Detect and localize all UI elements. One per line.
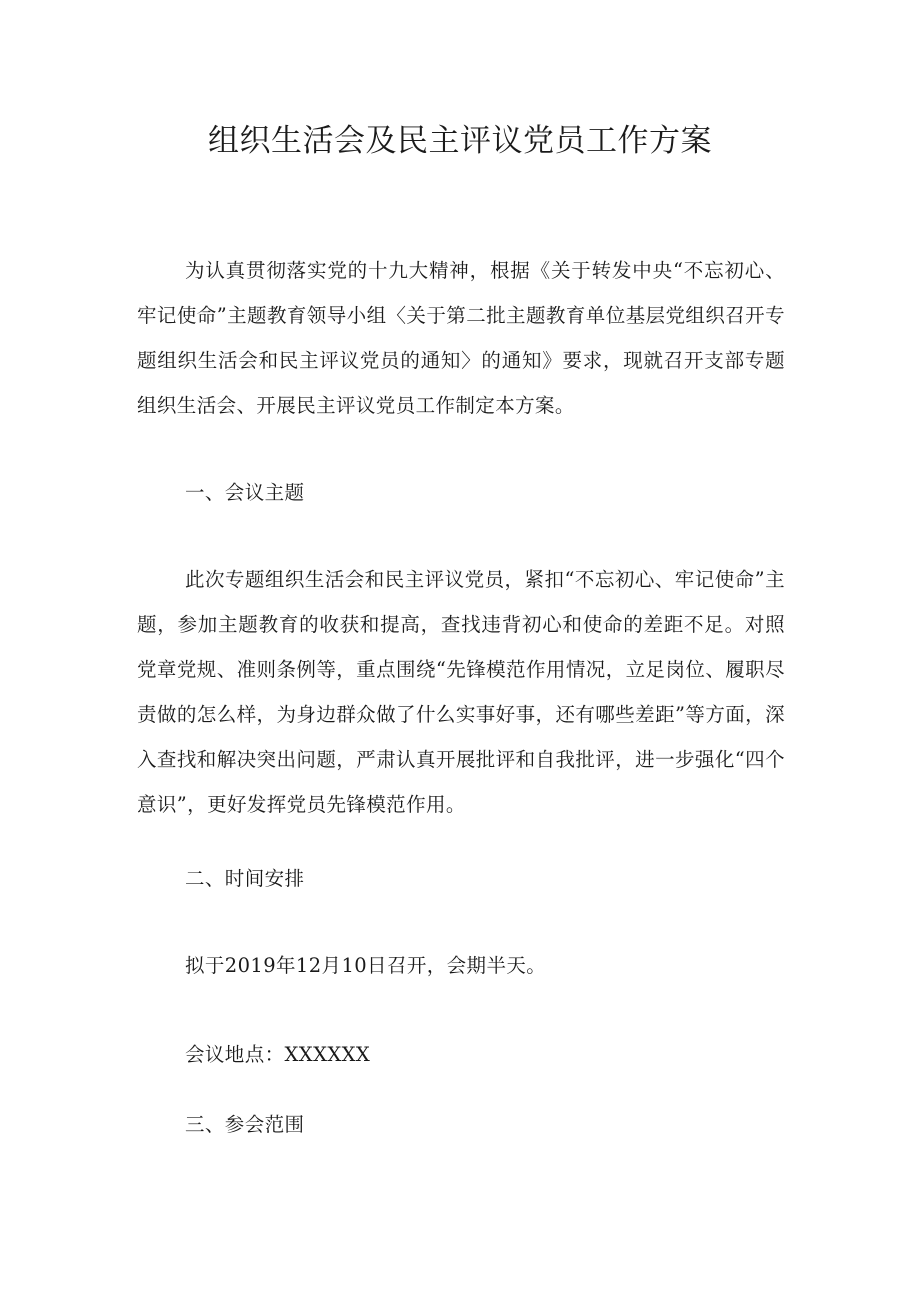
section-heading-theme: 一、会议主题	[185, 481, 305, 504]
document-title: 组织生活会及民主评议党员工作方案	[208, 123, 712, 159]
meeting-location-text: 会议地点：XXXXXX	[185, 1043, 371, 1066]
schedule-time-text: 拟于2019年12月10日召开，会期半天。	[185, 954, 547, 977]
section-heading-schedule: 二、时间安排	[185, 867, 305, 890]
theme-paragraph: 此次专题组织生活会和民主评议党员，紧扣“不忘初心、牢记使命”主题，参加主题教育的收获和提高，查找违背初心和使命的差距不足。对照党章党规、准则条例等，重点围绕“先锋模范作用情况，立足岗位、履职尽责做的怎么样，为身边群众做了什么实事好事，还有哪些差距”等方面，深入查找和解决突出问题，严肃认真开展批评和自我批评，进一步强化“四个意识”，更好发挥党员先锋模范作用。	[137, 568, 785, 816]
section-heading-attendees: 三、参会范围	[185, 1113, 305, 1136]
intro-paragraph: 为认真贯彻落实党的十九大精神，根据《关于转发中央“不忘初心、牢记使命”主题教育领导小组〈关于第二批主题教育单位基层党组织召开专题组织生活会和民主评议党员的通知〉的通知》要求，现就召开支部专题组织生活会、开展民主评议党员工作制定本方案。	[137, 259, 785, 417]
